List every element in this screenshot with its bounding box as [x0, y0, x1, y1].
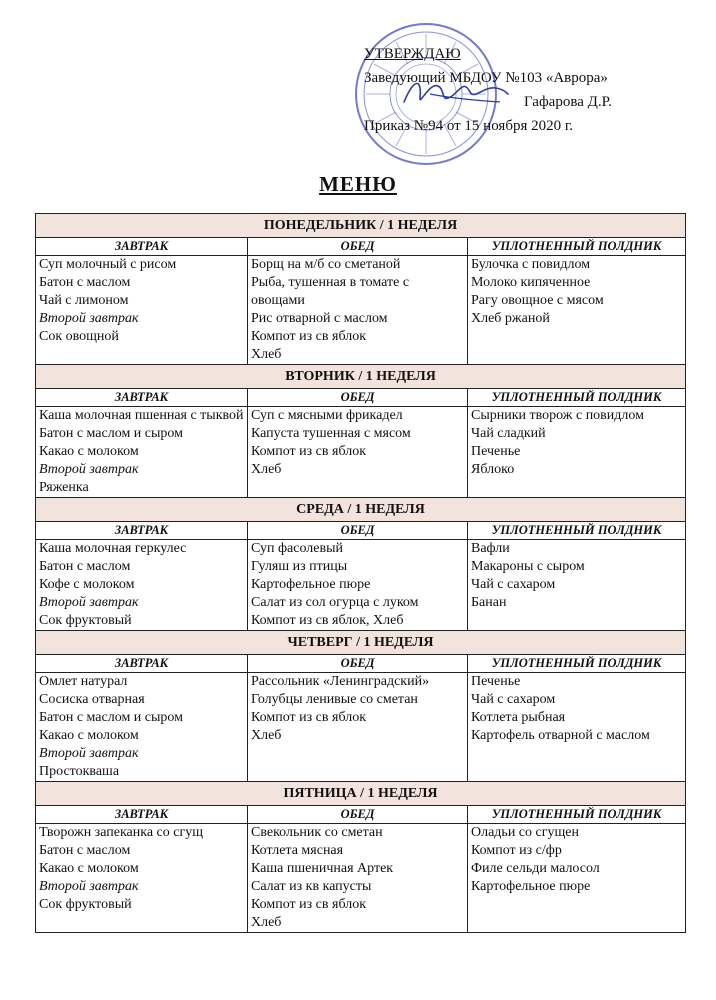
menu-item: Второй завтрак: [39, 879, 139, 894]
lunch-cell: [248, 256, 468, 365]
menu-item: Рагу овощное с мясом: [471, 293, 604, 308]
lunch-cell: [248, 540, 468, 631]
menu-item: Сок фруктовый: [39, 897, 132, 912]
menu-item: Компот из св яблок: [251, 329, 367, 344]
approval-heading: УТВЕРЖДАЮ: [364, 46, 461, 62]
menu-item: Второй завтрак: [39, 746, 139, 761]
menu-item: Какао с молоком: [39, 444, 139, 459]
day-header-row: [36, 214, 686, 238]
approver-position: Заведующий МБДОУ №103 «Аврора»: [364, 70, 608, 86]
day-title: СРЕДА / 1 НЕДЕЛЯ: [36, 498, 686, 522]
menu-item: Сок овощной: [39, 329, 119, 344]
menu-item: Творожн запеканка со сгущ: [39, 825, 204, 840]
meal-header-breakfast: ЗАВТРАК: [36, 389, 248, 407]
menu-item: Яблоко: [471, 462, 515, 477]
menu-item: Компот из св яблок: [251, 710, 367, 725]
menu-item: Банан: [471, 595, 507, 610]
menu-item: Котлета рыбная: [471, 710, 566, 725]
menu-item: Картофельное пюре: [251, 577, 371, 592]
menu-item: Чай с сахаром: [471, 577, 556, 592]
menu-item: Сок фруктовый: [39, 613, 132, 628]
menu-item: Хлеб ржаной: [471, 311, 550, 326]
menu-item: Батон с маслом: [39, 843, 131, 858]
day-title: ЧЕТВЕРГ / 1 НЕДЕЛЯ: [36, 631, 686, 655]
day-title: ПОНЕДЕЛЬНИК / 1 НЕДЕЛЯ: [36, 214, 686, 238]
menu-item: Молоко кипяченное: [471, 275, 591, 290]
meal-header-lunch: ОБЕД: [248, 655, 468, 673]
menu-item: Хлеб: [251, 347, 282, 362]
menu-item: Хлеб: [251, 915, 282, 930]
menu-item: Булочка с повидлом: [471, 257, 591, 272]
breakfast-cell: [36, 407, 248, 498]
meal-header-lunch: ОБЕД: [248, 522, 468, 540]
meal-header-row: [36, 389, 686, 407]
meal-header-snack: УПЛОТНЕННЫЙ ПОЛДНИК: [468, 522, 686, 540]
day-title: ПЯТНИЦА / 1 НЕДЕЛЯ: [36, 782, 686, 806]
meal-header-lunch: ОБЕД: [248, 238, 468, 256]
lunch-cell: [248, 407, 468, 498]
menu-item: Сосиска отварная: [39, 692, 145, 707]
menu-item: Салат из сол огурца с луком: [251, 595, 419, 610]
meal-items-row: [36, 256, 686, 365]
meal-header-snack: УПЛОТНЕННЫЙ ПОЛДНИК: [468, 389, 686, 407]
menu-item: Рассольник «Ленинградский»: [251, 674, 430, 689]
meal-header-breakfast: ЗАВТРАК: [36, 655, 248, 673]
meal-header-lunch: ОБЕД: [248, 806, 468, 824]
menu-item: Компот из с/фр: [471, 843, 562, 858]
menu-item: Вафли: [471, 541, 510, 556]
menu-item: Омлет натурал: [39, 674, 128, 689]
menu-item: Макароны с сыром: [471, 559, 585, 574]
menu-item: Борщ на м/б со сметаной: [251, 257, 401, 272]
menu-item: Печенье: [471, 444, 521, 459]
lunch-cell: [248, 673, 468, 782]
meal-items-row: [36, 824, 686, 933]
menu-item: Сырники творож с повидлом: [471, 408, 644, 423]
menu-item: Печенье: [471, 674, 521, 689]
signature-line: [364, 105, 524, 106]
meal-header-lunch: ОБЕД: [248, 389, 468, 407]
meal-items-row: [36, 540, 686, 631]
menu-item: Котлета мясная: [251, 843, 344, 858]
menu-item: Батон с маслом и сыром: [39, 426, 184, 441]
menu-item: Капуста тушенная с мясом: [251, 426, 411, 441]
day-title: ВТОРНИК / 1 НЕДЕЛЯ: [36, 365, 686, 389]
menu-item: Рыба, тушенная в томате с овощами: [251, 275, 410, 308]
meal-header-snack: УПЛОТНЕННЫЙ ПОЛДНИК: [468, 806, 686, 824]
menu-item: Ряженка: [39, 480, 89, 495]
menu-item: Голубцы ленивые со сметан: [251, 692, 418, 707]
menu-item: Каша пшеничная Артек: [251, 861, 394, 876]
menu-item: Рис отварной с маслом: [251, 311, 388, 326]
menu-item: Оладьи со сгущен: [471, 825, 579, 840]
menu-item: Картофель отварной с маслом: [471, 728, 650, 743]
snack-cell: [468, 824, 686, 933]
signature-line-row: [364, 90, 612, 114]
snack-cell: [468, 407, 686, 498]
snack-cell: [468, 540, 686, 631]
meal-header-breakfast: ЗАВТРАК: [36, 806, 248, 824]
day-header-row: [36, 782, 686, 806]
breakfast-cell: [36, 673, 248, 782]
meal-header-row: [36, 655, 686, 673]
menu-item: Чай сладкий: [471, 426, 546, 441]
menu-item: Компот из св яблок: [251, 897, 367, 912]
menu-item: Компот из св яблок: [251, 444, 367, 459]
order-reference: Приказ №94 от 15 ноября 2020 г.: [364, 118, 574, 134]
meal-header-snack: УПЛОТНЕННЫЙ ПОЛДНИК: [468, 238, 686, 256]
page-title: МЕНЮ: [319, 172, 397, 196]
menu-item: Каша молочная геркулес: [39, 541, 187, 556]
menu-table: [35, 213, 686, 933]
menu-item: Чай с сахаром: [471, 692, 556, 707]
snack-cell: [468, 673, 686, 782]
menu-item: Свекольник со сметан: [251, 825, 383, 840]
menu-item: Компот из св яблок, Хлеб: [251, 613, 404, 628]
menu-item: Суп с мясными фрикадел: [251, 408, 403, 423]
day-header-row: [36, 498, 686, 522]
menu-item: Второй завтрак: [39, 462, 139, 477]
menu-item: Какао с молоком: [39, 861, 139, 876]
menu-item: Батон с маслом: [39, 559, 131, 574]
menu-item: Суп фасолевый: [251, 541, 344, 556]
menu-item: Картофельное пюре: [471, 879, 591, 894]
lunch-cell: [248, 824, 468, 933]
day-header-row: [36, 631, 686, 655]
breakfast-cell: [36, 540, 248, 631]
day-header-row: [36, 365, 686, 389]
menu-item: Хлеб: [251, 462, 282, 477]
meal-header-row: [36, 806, 686, 824]
meal-items-row: [36, 407, 686, 498]
menu-item: Батон с маслом и сыром: [39, 710, 184, 725]
menu-item: Чай с лимоном: [39, 293, 129, 308]
menu-item: Салат из кв капусты: [251, 879, 372, 894]
menu-item: Гуляш из птицы: [251, 559, 348, 574]
menu-item: Филе сельди малосол: [471, 861, 600, 876]
meal-header-breakfast: ЗАВТРАК: [36, 238, 248, 256]
meal-items-row: [36, 673, 686, 782]
meal-header-row: [36, 238, 686, 256]
breakfast-cell: [36, 256, 248, 365]
approver-name: Гафарова Д.Р.: [524, 94, 612, 110]
menu-item: Кофе с молоком: [39, 577, 135, 592]
breakfast-cell: [36, 824, 248, 933]
meal-header-breakfast: ЗАВТРАК: [36, 522, 248, 540]
snack-cell: [468, 256, 686, 365]
menu-item: Хлеб: [251, 728, 282, 743]
menu-item: Какао с молоком: [39, 728, 139, 743]
menu-item: Каша молочная пшенная с тыквой: [39, 408, 244, 423]
menu-item: Второй завтрак: [39, 311, 139, 326]
approval-block: [364, 42, 612, 138]
meal-header-snack: УПЛОТНЕННЫЙ ПОЛДНИК: [468, 655, 686, 673]
meal-header-row: [36, 522, 686, 540]
menu-item: Суп молочный с рисом: [39, 257, 177, 272]
menu-item: Батон с маслом: [39, 275, 131, 290]
menu-item: Простокваша: [39, 764, 120, 779]
menu-item: Второй завтрак: [39, 595, 139, 610]
